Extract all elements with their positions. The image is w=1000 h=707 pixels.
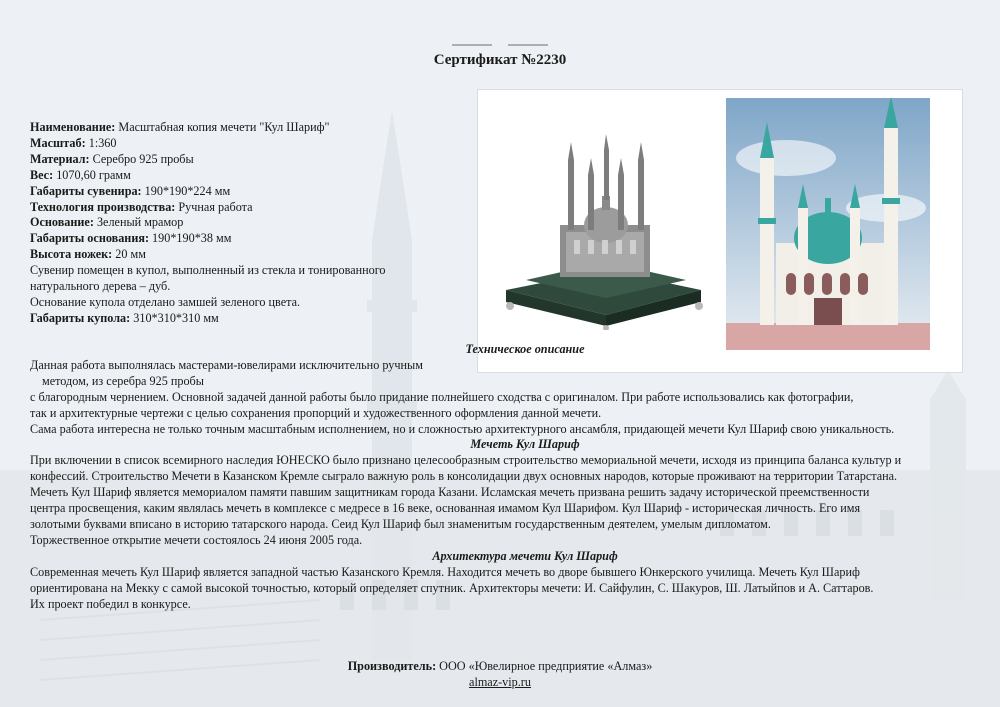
- spec-row-name: Наименование: Масштабная копия мечети "Кул Шариф": [30, 120, 330, 134]
- mosque-line: При включении в список всемирного наследия ЮНЕСКО было признано целесообразным строительство мемориальной мечети, исходя из принципа баланса культур и: [30, 453, 902, 468]
- specifications: [30, 120, 470, 327]
- architecture-line: ориентирована на Мекку с самой высокой точностью, который определяет спутник. Архитекторы мечети: И. Сайфулин, С. Шакуров, Ш. Латыйпов и А. Саттаров.: [30, 580, 874, 595]
- spec-row-material: Материал: Серебро 925 пробы: [30, 151, 194, 166]
- photo-panel: [478, 90, 962, 372]
- certificate-title: Сертификат №2230: [433, 52, 567, 68]
- mosque-line: Торжественное открытие мечети состоялось 24 июня 2005 года.: [30, 532, 363, 547]
- mosque-model-photo: [496, 130, 710, 330]
- kul-sharif-mosque-photo: [726, 98, 930, 350]
- dome-note-line: натурального дерева – дуб.: [30, 279, 171, 294]
- technical-line: Сама работа интересна не только точным масштабным исполнением, но и сложностью архитектурного ансамбля, придающей мечети Кул Шариф свою уникальность.: [30, 421, 895, 436]
- producer-line: Производитель: ООО «Ювелирное предприятие «Алмаз»: [347, 659, 653, 673]
- spec-row-base: Основание: Зеленый мрамор: [30, 215, 184, 230]
- spec-row-leg-height: Высота ножек: 20 мм: [30, 247, 146, 262]
- mosque-heading: Мечеть Кул Шариф: [470, 437, 580, 452]
- dome-note-line: Основание купола отделано замшей зеленого цвета.: [30, 294, 301, 309]
- footer: [0, 658, 1000, 690]
- technical-heading: Техническое описание: [465, 342, 585, 356]
- technical-line: с благородным чернением. Основной задачей данной работы было придание полнейшего сходства с оригиналом. При работе использовались как фотографии,: [30, 389, 854, 404]
- mosque-line: центра просвещения, каким являлась мечеть в комплексе с медресе в 16 веке, основанная имамом Кул Шарифом. Кул Шариф - историческая личность. Его имя: [30, 501, 861, 516]
- technical-line: так и архитектурные чертежи с целью сохранения пропорций и художественного оформления данной мечети.: [30, 405, 602, 420]
- dome-note-line: Сувенир помещен в купол, выполненный из стекла и тонированного: [30, 263, 386, 278]
- spec-row-technology: Технология производства: Ручная работа: [30, 199, 253, 214]
- mosque-line: золотыми буквами вписано в историю татарского народа. Сеид Кул Шариф был знаменитым государственным деятелем, умелым дипломатом.: [30, 516, 771, 531]
- spec-row-souvenir-dimensions: Габариты сувенира: 190*190*224 мм: [30, 183, 231, 198]
- technical-line: методом, из серебра 925 пробы: [42, 373, 204, 388]
- spec-row-dome-dimensions: Габариты купола: 310*310*310 мм: [30, 310, 219, 325]
- architecture-line: Современная мечеть Кул Шариф является западной частью Казанского Кремля. Находится мечеть во дворе бывшего Юнкерского училища. Мечеть Кул Шариф: [30, 564, 860, 579]
- description-body: [30, 342, 980, 612]
- website-link[interactable]: almaz-vip.ru: [469, 675, 531, 689]
- mosque-line: конфессий. Строительство Мечети в Казанском Кремле сыграло важную роль в консолидации двух основных народов, которые проживают на территории Татарстана.: [30, 469, 898, 484]
- spec-row-weight: Вес: 1070,60 грамм: [30, 167, 131, 182]
- spec-row-base-dimensions: Габариты основания: 190*190*38 мм: [30, 231, 232, 246]
- technical-line: Данная работа выполнялась мастерами-ювелирами исключительно ручным: [30, 357, 423, 372]
- mosque-line: Мечеть Кул Шариф является мемориалом памяти павшим защитникам города Казани. Исламская мечеть призвана решить задачу исторической преемственности: [30, 485, 870, 500]
- architecture-heading: Архитектура мечети Кул Шариф: [432, 548, 618, 563]
- spec-row-scale: Масштаб: 1:360: [30, 135, 117, 150]
- architecture-line: Их проект победил в конкурсе.: [30, 596, 191, 611]
- title-decoration: [452, 44, 548, 46]
